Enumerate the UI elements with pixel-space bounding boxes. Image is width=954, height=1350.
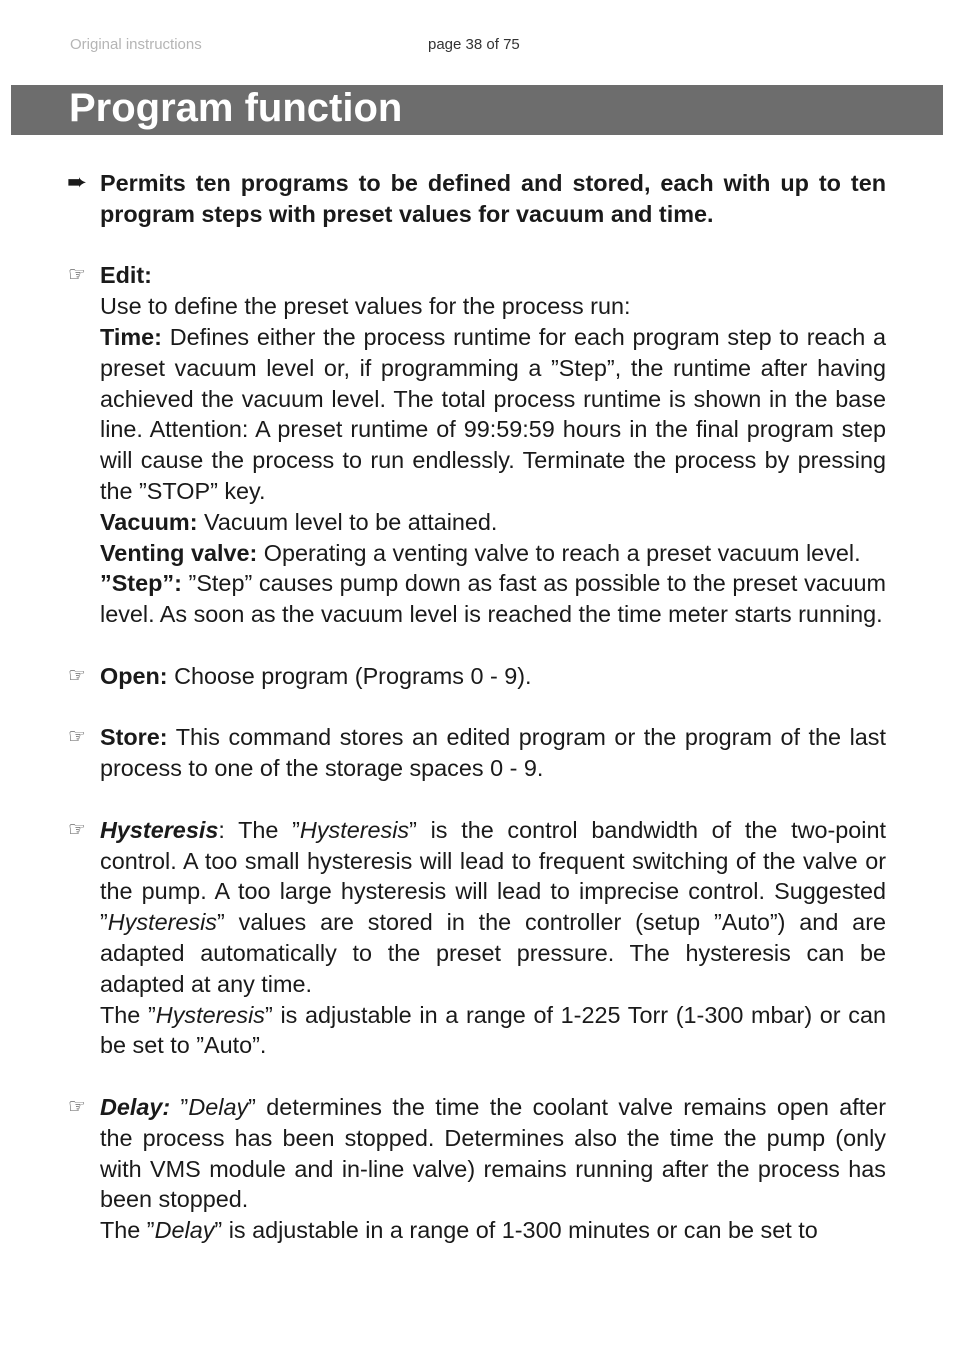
hysteresis-term-1: Hysteresis (299, 816, 410, 843)
edit-label: Edit: (100, 262, 152, 289)
header-doc-label: Original instructions (70, 36, 202, 53)
delay-term-2: Delay (154, 1217, 215, 1244)
pointing-hand-icon: ☞ (68, 818, 86, 841)
hysteresis-term-3: Hysteresis (155, 1001, 265, 1028)
time-text: Defines either the process runtime for each program step to reach a preset vacuum level or, if programming a ”Step”, the runtime after having achieved the vacuum level. The total process runtime is shown in the base line. Attention: A preset runtime of 99:59:59 hours in the final program step will cause the process to run endlessly. Terminate the process by pressing the ”STOP” key. (100, 323, 886, 504)
hysteresis-range-paragraph (100, 1000, 886, 1062)
open-item (68, 661, 886, 692)
page-title: Program function (69, 86, 403, 130)
edit-step-paragraph (100, 568, 886, 630)
time-label: Time: (100, 323, 162, 350)
store-paragraph (100, 722, 886, 784)
page-number: page 38 of 75 (428, 36, 520, 53)
edit-label-line (100, 260, 886, 291)
store-label: Store: (100, 724, 168, 751)
venting-label: Venting valve: (100, 539, 258, 566)
delay-range-text-2: ” is adjustable in a range of 1-300 minutes or can be set to (214, 1217, 818, 1244)
intro-item (67, 168, 886, 230)
delay-text-2: ” determines the time the coolant valve remains open after the process has been stopped. Determines also the time the pump (only with VMS module and in-line valve) remains running after the process has been stopped. (100, 1093, 886, 1213)
hysteresis-term-2: Hysteresis (107, 909, 217, 936)
step-label: ”Step”: (100, 570, 182, 597)
edit-intro-line: Use to define the preset values for the process run: (100, 293, 631, 320)
edit-time-paragraph (100, 322, 886, 507)
edit-vacuum-paragraph (100, 507, 886, 538)
vacuum-label: Vacuum: (100, 508, 198, 535)
vacuum-text: Vacuum level to be attained. (197, 508, 498, 535)
intro-text: Permits ten programs to be defined and stored, each with up to ten program steps with preset values for vacuum and time. (100, 170, 886, 227)
pointing-hand-icon: ☞ (68, 726, 86, 749)
venting-text: Operating a venting valve to reach a preset vacuum level. (257, 539, 861, 566)
hysteresis-text-2: ” is the control bandwidth of the two-point control. A too small hysteresis will lead to frequent switching of the valve or the pump. A too large hysteresis will lead to imprecise control. Suggested ” (100, 816, 886, 936)
document-body (67, 168, 887, 1277)
delay-item (68, 1092, 886, 1246)
edit-venting-paragraph (100, 538, 886, 569)
hysteresis-range-text-1: The ” (100, 1001, 156, 1028)
hysteresis-text-3: ” values are stored in the controller (setup ”Auto”) and are adapted automatically to the preset pressure. The hysteresis can be adapted at any time. (100, 909, 886, 997)
pointing-hand-icon: ☞ (68, 664, 86, 687)
step-text: ”Step” causes pump down as fast as possible to the preset vacuum level. As soon as the vacuum level is reached the time meter starts running. (100, 570, 886, 628)
hysteresis-text-1: : The ” (218, 816, 300, 843)
hysteresis-label: Hysteresis (100, 816, 219, 843)
pointing-hand-icon: ☞ (68, 264, 86, 287)
pointing-hand-icon: ☞ (68, 1095, 86, 1118)
title-bar (11, 85, 943, 135)
delay-text-1: ” (170, 1093, 189, 1120)
store-item (68, 722, 886, 784)
open-paragraph (100, 661, 886, 692)
delay-label: Delay: (100, 1093, 171, 1120)
arrow-right-icon: ➨ (67, 169, 88, 196)
open-label: Open: (100, 662, 168, 689)
open-text: Choose program (Programs 0 - 9). (167, 662, 532, 689)
delay-range-paragraph (100, 1215, 886, 1246)
delay-range-text-1: The ” (100, 1217, 155, 1244)
delay-paragraph (100, 1092, 886, 1215)
store-text: This command stores an edited program or the program of the last process to one of the storage spaces 0 - 9. (100, 724, 886, 782)
edit-item (68, 260, 886, 630)
hysteresis-item (68, 815, 887, 1061)
hysteresis-paragraph (100, 815, 886, 1000)
delay-term-1: Delay (188, 1093, 249, 1120)
hysteresis-range-text-2: ” is adjustable in a range of 1-225 Torr (1-300 mbar) or can be set to ”Auto”. (100, 1001, 887, 1059)
